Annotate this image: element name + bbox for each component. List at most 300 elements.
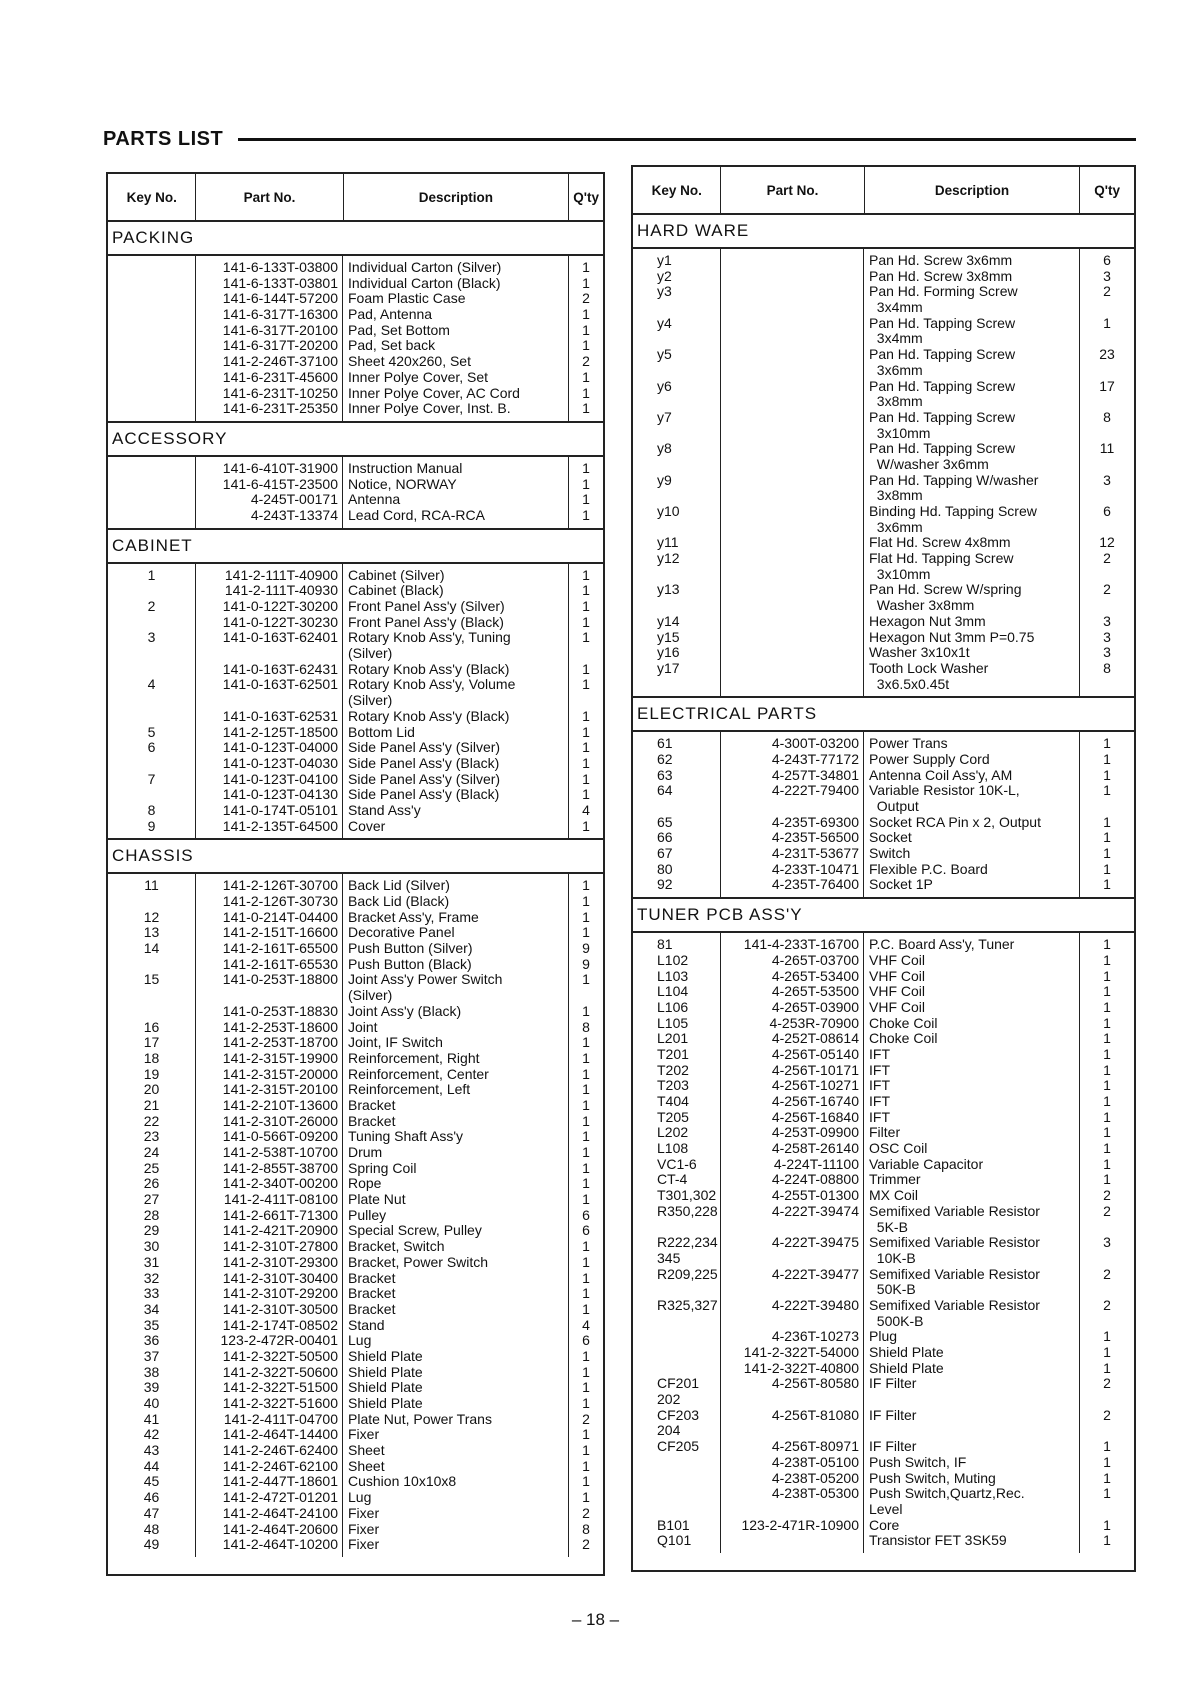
- qty-cell: 1: [1103, 315, 1111, 331]
- description-cell: Shield Plate: [348, 1380, 423, 1396]
- part-no-cell: 141-2-322T-50600: [222, 1364, 338, 1380]
- part-no-cell: [721, 473, 863, 489]
- description-cell: Hexagon Nut 3mm: [869, 613, 986, 629]
- part-no-cell: [721, 1502, 863, 1518]
- header-key-no: Key No.: [633, 167, 721, 213]
- qty-cell: 1: [582, 338, 590, 354]
- section-heading: PACKING: [108, 222, 603, 256]
- key-no-cell: 13: [143, 925, 160, 941]
- part-no-cell: 4-224T-08800: [771, 1172, 859, 1188]
- qty-cell: 1: [582, 1427, 590, 1443]
- description-cell: Sheet 420x260, Set: [348, 354, 471, 370]
- description-cell: Pan Hd. Screw 3x6mm: [869, 253, 1013, 268]
- description-cell: Semifixed Variable Resistor: [869, 1297, 1040, 1313]
- key-no-cell: [633, 1486, 720, 1502]
- key-no-cell: y5: [657, 347, 672, 363]
- description-cell: Shield Plate: [348, 1364, 423, 1380]
- qty-column: [569, 457, 603, 528]
- key-no-cell: 16: [143, 1019, 160, 1035]
- key-no-cell: L104: [657, 984, 689, 1000]
- qty-cell: 2: [1103, 551, 1111, 567]
- description-cell: Drum: [348, 1145, 383, 1160]
- qty-cell: 1: [1103, 751, 1111, 767]
- key-column: [633, 732, 721, 897]
- title-rule: [238, 138, 1136, 141]
- qty-cell: [1080, 457, 1134, 473]
- description-cell: Pad, Antenna: [348, 307, 433, 323]
- key-no-cell: R209,225: [657, 1266, 718, 1282]
- part-no-cell: 141-2-464T-20600: [222, 1521, 338, 1537]
- part-no-cell: 4-243T-13374: [250, 507, 338, 523]
- part-no-cell: 141-2-447T-18601: [222, 1474, 338, 1490]
- key-no-cell: 61: [657, 736, 673, 752]
- qty-cell: 1: [1103, 1329, 1111, 1345]
- key-no-cell: 32: [143, 1270, 160, 1286]
- qty-cell: [1080, 598, 1134, 614]
- description-cell: Choke Coil: [869, 1031, 938, 1047]
- part-no-cell: 4-238T-05300: [771, 1486, 859, 1502]
- part-no-cell: [721, 394, 863, 410]
- description-cell: Binding Hd. Tapping Screw: [869, 504, 1037, 519]
- qty-cell: 2: [1103, 1203, 1111, 1219]
- key-no-cell: y7: [657, 409, 672, 425]
- description-cell: Washer 3x10x1t: [869, 645, 970, 661]
- part-no-cell: [721, 457, 863, 473]
- description-cell: Pan Hd. Tapping Screw: [869, 347, 1016, 363]
- qty-cell: 1: [1103, 1125, 1111, 1141]
- key-no-cell: [108, 477, 195, 493]
- qty-cell: 8: [582, 1019, 590, 1035]
- qty-cell: 1: [582, 385, 590, 401]
- qty-cell: 1: [582, 476, 590, 492]
- key-no-cell: 46: [143, 1490, 160, 1506]
- key-no-cell: 92: [657, 877, 673, 893]
- part-no-cell: 141-2-472T-01201: [222, 1490, 338, 1506]
- key-no-cell: [108, 709, 195, 725]
- qty-cell: 1: [582, 1113, 590, 1129]
- key-no-cell: 21: [143, 1097, 160, 1113]
- description-cell: Pan Hd. Forming Screw: [869, 284, 1018, 300]
- description-cell: Variable Resistor 10K-L,: [869, 783, 1020, 799]
- qty-cell: [1080, 1220, 1134, 1236]
- qty-cell: 1: [582, 322, 590, 338]
- key-no-cell: [633, 567, 720, 583]
- qty-cell: 1: [582, 583, 590, 599]
- key-no-cell: [633, 300, 720, 316]
- qty-cell: 1: [582, 630, 590, 646]
- section-heading: HARD WARE: [633, 215, 1134, 249]
- qty-cell: 1: [1103, 1517, 1111, 1533]
- key-no-cell: 18: [143, 1050, 160, 1066]
- description-cell: Notice, NORWAY: [348, 476, 457, 492]
- part-no-cell: 141-6-317T-16300: [222, 307, 338, 323]
- key-no-cell: 36: [143, 1333, 160, 1349]
- key-no-cell: 35: [143, 1317, 160, 1333]
- qty-cell: 1: [582, 677, 590, 693]
- key-no-cell: y4: [657, 315, 672, 331]
- part-no-cell: 141-2-253T-18600: [222, 1019, 338, 1035]
- key-no-cell: 11: [144, 878, 159, 894]
- part-no-cell: 141-0-253T-18830: [222, 1003, 338, 1019]
- description-cell: 3x6mm: [869, 362, 923, 378]
- key-no-cell: 15: [143, 972, 160, 988]
- header-qty: Q'ty: [573, 189, 599, 205]
- part-no-cell: [721, 1282, 863, 1298]
- qty-cell: [1080, 331, 1134, 347]
- qty-cell: 1: [582, 614, 590, 630]
- key-no-cell: 17: [143, 1035, 160, 1051]
- part-no-cell: 4-238T-05200: [771, 1470, 859, 1486]
- description-cell: Antenna Coil Ass'y, AM: [869, 767, 1013, 783]
- qty-cell: 1: [582, 661, 590, 677]
- part-no-cell: 4-256T-16840: [771, 1109, 859, 1125]
- key-no-cell: R325,327: [657, 1297, 718, 1313]
- section-heading: TUNER PCB ASS'Y: [633, 899, 1134, 933]
- qty-cell: [1080, 363, 1134, 379]
- qty-cell: 1: [582, 818, 590, 834]
- description-cell: Bracket, Power Switch: [348, 1254, 489, 1270]
- qty-cell: 1: [1103, 937, 1111, 953]
- part-no-cell: 4-256T-10171: [771, 1062, 859, 1078]
- part-no-cell: 4-253R-70900: [769, 1015, 859, 1031]
- description-cell: Lead Cord, RCA-RCA: [348, 507, 485, 523]
- part-no-cell: 141-2-322T-51500: [222, 1380, 338, 1396]
- part-column: [196, 564, 343, 839]
- key-no-cell: [633, 1361, 720, 1377]
- key-no-cell: [108, 957, 195, 973]
- qty-cell: 1: [1103, 968, 1111, 984]
- key-no-cell: 4: [147, 677, 156, 693]
- part-no-cell: 141-2-135T-64500: [222, 818, 338, 834]
- qty-cell: 1: [582, 1364, 590, 1380]
- key-no-cell: y2: [657, 268, 672, 284]
- description-cell: VHF Coil: [869, 968, 926, 984]
- key-no-cell: [633, 1329, 720, 1345]
- description-cell: Pan Hd. Tapping Screw: [869, 378, 1016, 394]
- key-no-cell: 64: [657, 783, 673, 799]
- part-no-cell: [721, 300, 863, 316]
- description-cell: Inner Polye Cover, Inst. B.: [348, 401, 511, 417]
- key-no-cell: 63: [657, 767, 673, 783]
- key-no-cell: [108, 386, 195, 402]
- key-column: [108, 256, 196, 421]
- key-no-cell: 9: [147, 818, 156, 834]
- qty-cell: 6: [582, 1207, 590, 1223]
- description-cell: Semifixed Variable Resistor: [869, 1235, 1040, 1251]
- qty-cell: 1: [582, 460, 590, 476]
- key-no-cell: [633, 363, 720, 379]
- description-cell: Power Trans: [869, 736, 948, 752]
- part-column: [196, 457, 343, 528]
- key-no-cell: 40: [143, 1396, 160, 1411]
- part-no-cell: 4-236T-10273: [771, 1329, 859, 1345]
- description-cell: Tuning Shaft Ass'y: [348, 1129, 463, 1145]
- key-no-cell: [633, 488, 720, 504]
- part-no-cell: 4-256T-10271: [771, 1078, 859, 1094]
- key-no-cell: 14: [143, 941, 160, 957]
- qty-cell: [1080, 1502, 1134, 1518]
- qty-cell: 2: [582, 1411, 590, 1427]
- qty-cell: 1: [582, 599, 590, 614]
- part-no-cell: [196, 693, 342, 709]
- desc-column: [864, 732, 1080, 897]
- qty-cell: 1: [1103, 1094, 1111, 1109]
- part-no-cell: 4-265T-03900: [771, 999, 859, 1015]
- section-rows: [108, 874, 603, 1557]
- key-no-cell: y17: [657, 660, 680, 676]
- part-no-cell: 141-2-246T-37100: [222, 354, 338, 370]
- qty-cell: 1: [582, 1474, 590, 1490]
- description-cell: Pan Hd. Tapping Screw: [869, 441, 1016, 457]
- description-cell: Spring Coil: [348, 1160, 417, 1176]
- qty-cell: 1: [582, 1239, 590, 1255]
- part-no-cell: [721, 567, 863, 583]
- qty-cell: 1: [1103, 1046, 1111, 1062]
- part-no-cell: 141-6-410T-31900: [222, 460, 338, 476]
- part-no-cell: 4-222T-79400: [771, 783, 859, 799]
- description-cell: OSC Coil: [869, 1141, 928, 1157]
- key-no-cell: [108, 291, 195, 307]
- part-no-cell: 141-2-322T-54000: [743, 1345, 859, 1360]
- description-cell: Shield Plate: [348, 1348, 423, 1364]
- qty-cell: 1: [1103, 984, 1111, 1000]
- key-column: [108, 874, 196, 1557]
- qty-cell: 2: [1103, 1297, 1111, 1313]
- description-cell: Choke Coil: [869, 1015, 938, 1031]
- description-cell: Transistor FET 3SK59: [869, 1533, 1007, 1549]
- qty-cell: 1: [1103, 861, 1111, 877]
- qty-cell: 2: [1103, 582, 1111, 598]
- description-cell: Inner Polye Cover, AC Cord: [348, 385, 520, 401]
- part-no-cell: 141-2-310T-29200: [222, 1286, 338, 1302]
- part-column: [196, 874, 343, 1557]
- key-no-cell: T202: [657, 1062, 689, 1078]
- part-no-cell: 141-2-111T-40900: [224, 567, 338, 583]
- part-no-cell: 4-235T-56500: [771, 830, 859, 846]
- qty-cell: [569, 693, 603, 709]
- key-no-cell: 23: [143, 1129, 160, 1145]
- key-no-cell: 12: [143, 909, 160, 925]
- qty-cell: 3: [1103, 472, 1111, 488]
- key-no-cell: [633, 799, 720, 815]
- description-cell: 3x4mm: [869, 300, 923, 316]
- key-no-cell: [108, 646, 195, 662]
- part-no-cell: 141-6-133T-03800: [222, 260, 338, 275]
- description-cell: Socket 1P: [869, 877, 933, 893]
- qty-cell: 1: [1103, 952, 1111, 968]
- part-column: [721, 732, 864, 897]
- key-no-cell: L106: [657, 999, 689, 1015]
- description-cell: Pulley: [348, 1207, 387, 1223]
- part-no-cell: 141-6-317T-20100: [222, 322, 338, 338]
- description-cell: (Silver): [348, 693, 393, 709]
- left-parts-table: [106, 172, 605, 1576]
- key-no-cell: L202: [657, 1125, 689, 1141]
- description-cell: Sheet: [348, 1443, 385, 1459]
- part-no-cell: 141-2-411T-04700: [223, 1411, 338, 1427]
- qty-cell: 3: [1103, 613, 1111, 629]
- qty-cell: 3: [1103, 268, 1111, 284]
- part-no-cell: 141-4-233T-16700: [743, 937, 859, 953]
- description-cell: Instruction Manual: [348, 460, 463, 476]
- part-no-cell: 141-0-122T-30230: [222, 614, 338, 630]
- qty-cell: 1: [582, 755, 590, 771]
- key-no-cell: 45: [143, 1474, 160, 1490]
- qty-cell: 1: [1103, 1439, 1111, 1455]
- part-no-cell: [721, 1392, 863, 1408]
- part-no-cell: 4-257T-34801: [771, 767, 859, 783]
- key-no-cell: T404: [657, 1094, 689, 1109]
- part-no-cell: 141-2-464T-14400: [222, 1427, 338, 1443]
- part-no-cell: [721, 1251, 863, 1267]
- description-cell: IFT: [869, 1062, 890, 1078]
- part-no-cell: 141-2-411T-08100: [223, 1192, 338, 1208]
- description-cell: Lug: [348, 1333, 372, 1349]
- description-cell: Pan Hd. Screw 3x8mm: [869, 268, 1013, 284]
- key-no-cell: L105: [657, 1015, 689, 1031]
- section-heading: ACCESSORY: [108, 423, 603, 457]
- header-description: Description: [344, 174, 570, 220]
- description-cell: Socket RCA Pin x 2, Output: [869, 814, 1041, 830]
- qty-column: [569, 256, 603, 421]
- qty-cell: 3: [1103, 1235, 1111, 1251]
- key-no-cell: T301,302: [657, 1188, 717, 1204]
- description-cell: Rotary Knob Ass'y, Volume: [348, 677, 516, 693]
- description-cell: Plate Nut, Power Trans: [348, 1411, 492, 1427]
- qty-cell: 1: [582, 492, 590, 508]
- part-no-cell: 141-2-322T-50500: [222, 1348, 338, 1364]
- description-cell: Switch: [869, 846, 911, 862]
- key-no-cell: [633, 331, 720, 347]
- qty-cell: 1: [582, 1129, 590, 1145]
- part-no-cell: 141-2-246T-62100: [222, 1458, 338, 1474]
- qty-cell: 1: [582, 972, 590, 988]
- part-no-cell: 141-0-163T-62531: [222, 708, 338, 724]
- qty-cell: 2: [582, 1537, 590, 1553]
- key-no-cell: R222,234: [657, 1235, 718, 1251]
- key-no-cell: [108, 338, 195, 354]
- qty-cell: 1: [582, 740, 590, 756]
- description-cell: Flexible P.C. Board: [869, 861, 988, 877]
- qty-cell: 1: [582, 1458, 590, 1474]
- description-cell: Antenna: [348, 492, 401, 508]
- description-cell: Lug: [348, 1490, 372, 1506]
- desc-column: [343, 256, 569, 421]
- qty-cell: 3: [1103, 645, 1111, 661]
- part-no-cell: 4-252T-08614: [771, 1031, 859, 1047]
- key-no-cell: 204: [657, 1423, 681, 1439]
- qty-cell: 1: [1103, 1031, 1111, 1047]
- description-cell: Inner Polye Cover, Set: [348, 369, 489, 385]
- qty-cell: [1080, 677, 1134, 693]
- part-no-cell: 4-256T-80580: [771, 1376, 859, 1392]
- part-column: [196, 256, 343, 421]
- part-no-cell: 4-224T-11100: [773, 1156, 859, 1172]
- section-rows: [108, 457, 603, 530]
- description-cell: Pan Hd. Tapping Screw: [869, 315, 1016, 331]
- part-no-cell: 123-2-471R-10900: [741, 1517, 859, 1533]
- qty-cell: 1: [582, 787, 590, 803]
- qty-cell: 2: [582, 1505, 590, 1521]
- part-no-cell: [721, 441, 863, 457]
- qty-cell: 8: [1103, 409, 1111, 425]
- key-column: [108, 457, 196, 528]
- qty-cell: 4: [582, 802, 590, 818]
- key-no-cell: y10: [657, 504, 680, 519]
- qty-cell: 2: [1103, 1407, 1111, 1423]
- part-no-cell: 4-300T-03200: [771, 736, 859, 752]
- description-cell: Pan Hd. Tapping W/washer: [869, 472, 1039, 488]
- part-no-cell: 4-256T-05140: [771, 1046, 859, 1062]
- part-no-cell: 141-6-231T-10250: [222, 385, 338, 401]
- qty-cell: 8: [582, 1521, 590, 1537]
- key-no-cell: VC1-6: [657, 1156, 697, 1172]
- description-cell: Cabinet (Black): [348, 583, 444, 599]
- key-no-cell: 25: [143, 1160, 160, 1176]
- part-no-cell: 4-265T-53400: [771, 968, 859, 984]
- part-no-cell: [721, 535, 863, 551]
- key-no-cell: y6: [657, 378, 672, 394]
- qty-cell: 1: [1103, 830, 1111, 846]
- qty-cell: 1: [582, 1490, 590, 1506]
- qty-cell: 1: [582, 1035, 590, 1051]
- key-no-cell: T205: [657, 1109, 689, 1125]
- section-rows: [108, 564, 603, 841]
- description-cell: Foam Plastic Case: [348, 291, 466, 307]
- qty-cell: 1: [1103, 1470, 1111, 1486]
- part-no-cell: 141-2-310T-30400: [222, 1270, 338, 1286]
- key-no-cell: 31: [143, 1254, 160, 1270]
- key-no-cell: 28: [143, 1207, 160, 1223]
- part-no-cell: [721, 1220, 863, 1236]
- qty-cell: 1: [582, 401, 590, 417]
- description-cell: IF Filter: [869, 1439, 917, 1455]
- description-cell: Fixer: [348, 1427, 380, 1443]
- qty-column: [569, 874, 603, 1557]
- qty-cell: 9: [582, 956, 590, 972]
- key-no-cell: 43: [143, 1443, 160, 1459]
- description-cell: Side Panel Ass'y (Silver): [348, 740, 501, 756]
- key-no-cell: [108, 583, 195, 599]
- key-no-cell: R350,228: [657, 1203, 718, 1219]
- left-sections: [108, 222, 603, 1557]
- part-no-cell: 141-0-163T-62501: [222, 677, 338, 693]
- qty-cell: 1: [582, 878, 590, 894]
- description-cell: Hexagon Nut 3mm P=0.75: [869, 629, 1035, 645]
- qty-cell: 1: [1103, 1486, 1111, 1502]
- qty-cell: 1: [1103, 814, 1111, 830]
- description-cell: Pad, Set Bottom: [348, 322, 450, 338]
- desc-column: [864, 249, 1080, 696]
- description-cell: Joint: [348, 1019, 378, 1035]
- part-no-cell: [196, 646, 342, 662]
- part-no-cell: [721, 614, 863, 630]
- key-no-cell: 6: [147, 740, 156, 756]
- part-no-cell: [721, 316, 863, 332]
- description-cell: 10K-B: [869, 1250, 916, 1266]
- key-no-cell: 39: [143, 1380, 160, 1396]
- part-no-cell: 141-2-855T-38700: [222, 1160, 338, 1176]
- description-cell: (Silver): [348, 646, 393, 662]
- part-no-cell: [721, 488, 863, 504]
- description-cell: Back Lid (Black): [348, 894, 450, 909]
- qty-cell: 1: [1103, 1172, 1111, 1188]
- qty-cell: 1: [582, 507, 590, 523]
- key-no-cell: 27: [143, 1192, 160, 1208]
- desc-column: [343, 457, 569, 528]
- part-no-cell: 141-0-163T-62431: [222, 661, 338, 677]
- description-cell: Trimmer: [869, 1172, 921, 1188]
